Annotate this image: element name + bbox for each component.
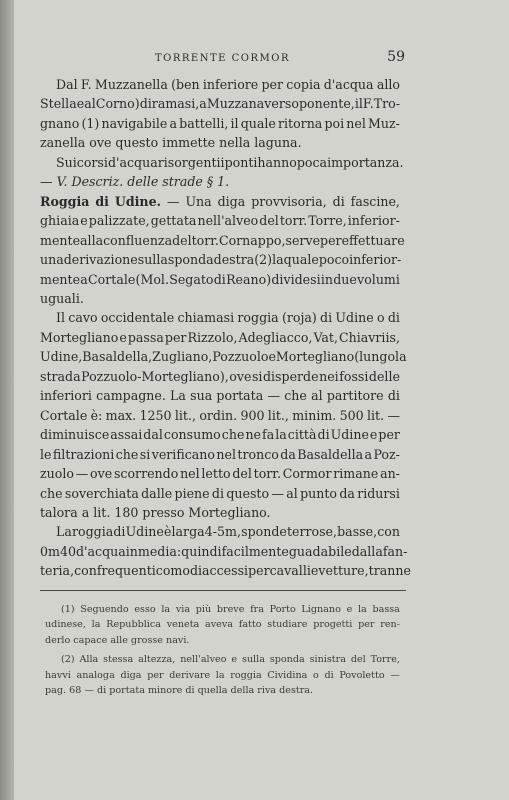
footnote-line: udinese, la Repubblica veneta aveva fatto studiare progetti per ren- [45,619,400,631]
text-line: strada Pozzuolo-Mortegliano), ove si disperde nei fossi delle [40,368,400,384]
text-line: le filtrazioni che si verificano nel tronco da Basaldella a Poz- [40,446,400,462]
text-line: gnano (1) navigabile a battelli, il quale ritorna poi nel Muz- [40,115,400,131]
text-line: teria, con frequenti comodi accessi per cavalli e vetture, tranne [40,563,411,579]
footnote-line: derlo capace alle grosse navi. [45,634,190,646]
text-line: mente alla confluenza del torr. Cornappo, serve per effettuare [40,232,405,248]
text-line: mente a Cortale (Mol. Segato di Reano) dividesi in due volumi [40,271,400,287]
text-line: Cortale è: max. 1250 lit., ordin. 900 lit., minim. 500 lit. — [40,407,400,423]
text-line: — V. Descriz. delle strade § 1. [40,174,230,190]
text-line: che soverchiata dalle piene di questo — al punto da ridursi [40,485,400,501]
footnote-line: (2) Alla stessa altezza, nell'alveo e sulla sponda sinistra del Torre, [61,654,400,666]
footnote-line: havvi analoga diga per derivare la roggia Cividina o di Povoletto — [45,669,400,681]
book-spine-shadow [0,0,14,800]
text-line: inferiori campagne. La sua portata — che al partitore di [40,388,400,404]
text-line: Dal F. Muzzanella (ben inferiore per copia d'acqua allo [56,77,400,92]
text-line: talora a lit. 180 presso Mortegliano. [40,504,271,520]
text-line: Stella e al Corno) diramasi, a Muzzana verso ponente, il F. Tro- [40,96,400,112]
text-line: Udine, Basaldella, Zugliano, Pozzuolo e Mortegliano (lungo la [40,349,407,365]
page-header [155,49,405,65]
text-line: Il cavo occidentale chiamasi roggia (roja) di Udine o di [56,310,400,326]
footnote-rule [40,590,406,591]
text-line: Mortegliano e passa per Rizzolo, Adegliacco, Vat, Chiavriis, [40,329,400,345]
footnote-line: pag. 68 — di portata minore di quella della riva destra. [45,685,314,697]
text-line: 0m40 d'acqua in media: quindi facilmente guadabile dalla fan- [40,543,408,559]
text-line: ghiaia e palizzate, gettata nell'alveo del torr. Torre, inferior- [40,213,400,229]
text-line: Sui corsi d'acqua risorgenti i ponti hanno poca importanza. [56,154,404,170]
section-heading-line: Roggia di Udine. — Una diga provvisoria, di fascine, [40,193,400,209]
text-line: La roggia di Udine è larga 4-5m, sponde terrose, basse, con [56,524,400,540]
text-line: uguali. [40,290,84,306]
text-line: zanella ove questo immette nella laguna. [40,135,302,151]
text-line: diminuisce assai dal consumo che ne fa la città di Udine e per [40,427,400,443]
footnote-2 [45,652,400,698]
running-title: TORRENTE CORMOR [155,53,290,64]
text-line: zuolo — ove scorrendo nel letto del torr. Cormor rimane an- [40,466,400,482]
main-text [40,75,411,581]
footnotes [45,602,400,702]
footnote-1 [45,602,400,648]
footnote-line: (1) Seguendo esso la via più breve fra Porto Lignano e la bassa [61,604,400,615]
text-line: una derivazione sulla sponda destra (2) la quale poco inferior- [40,252,402,268]
page-number: 59 [387,49,405,65]
